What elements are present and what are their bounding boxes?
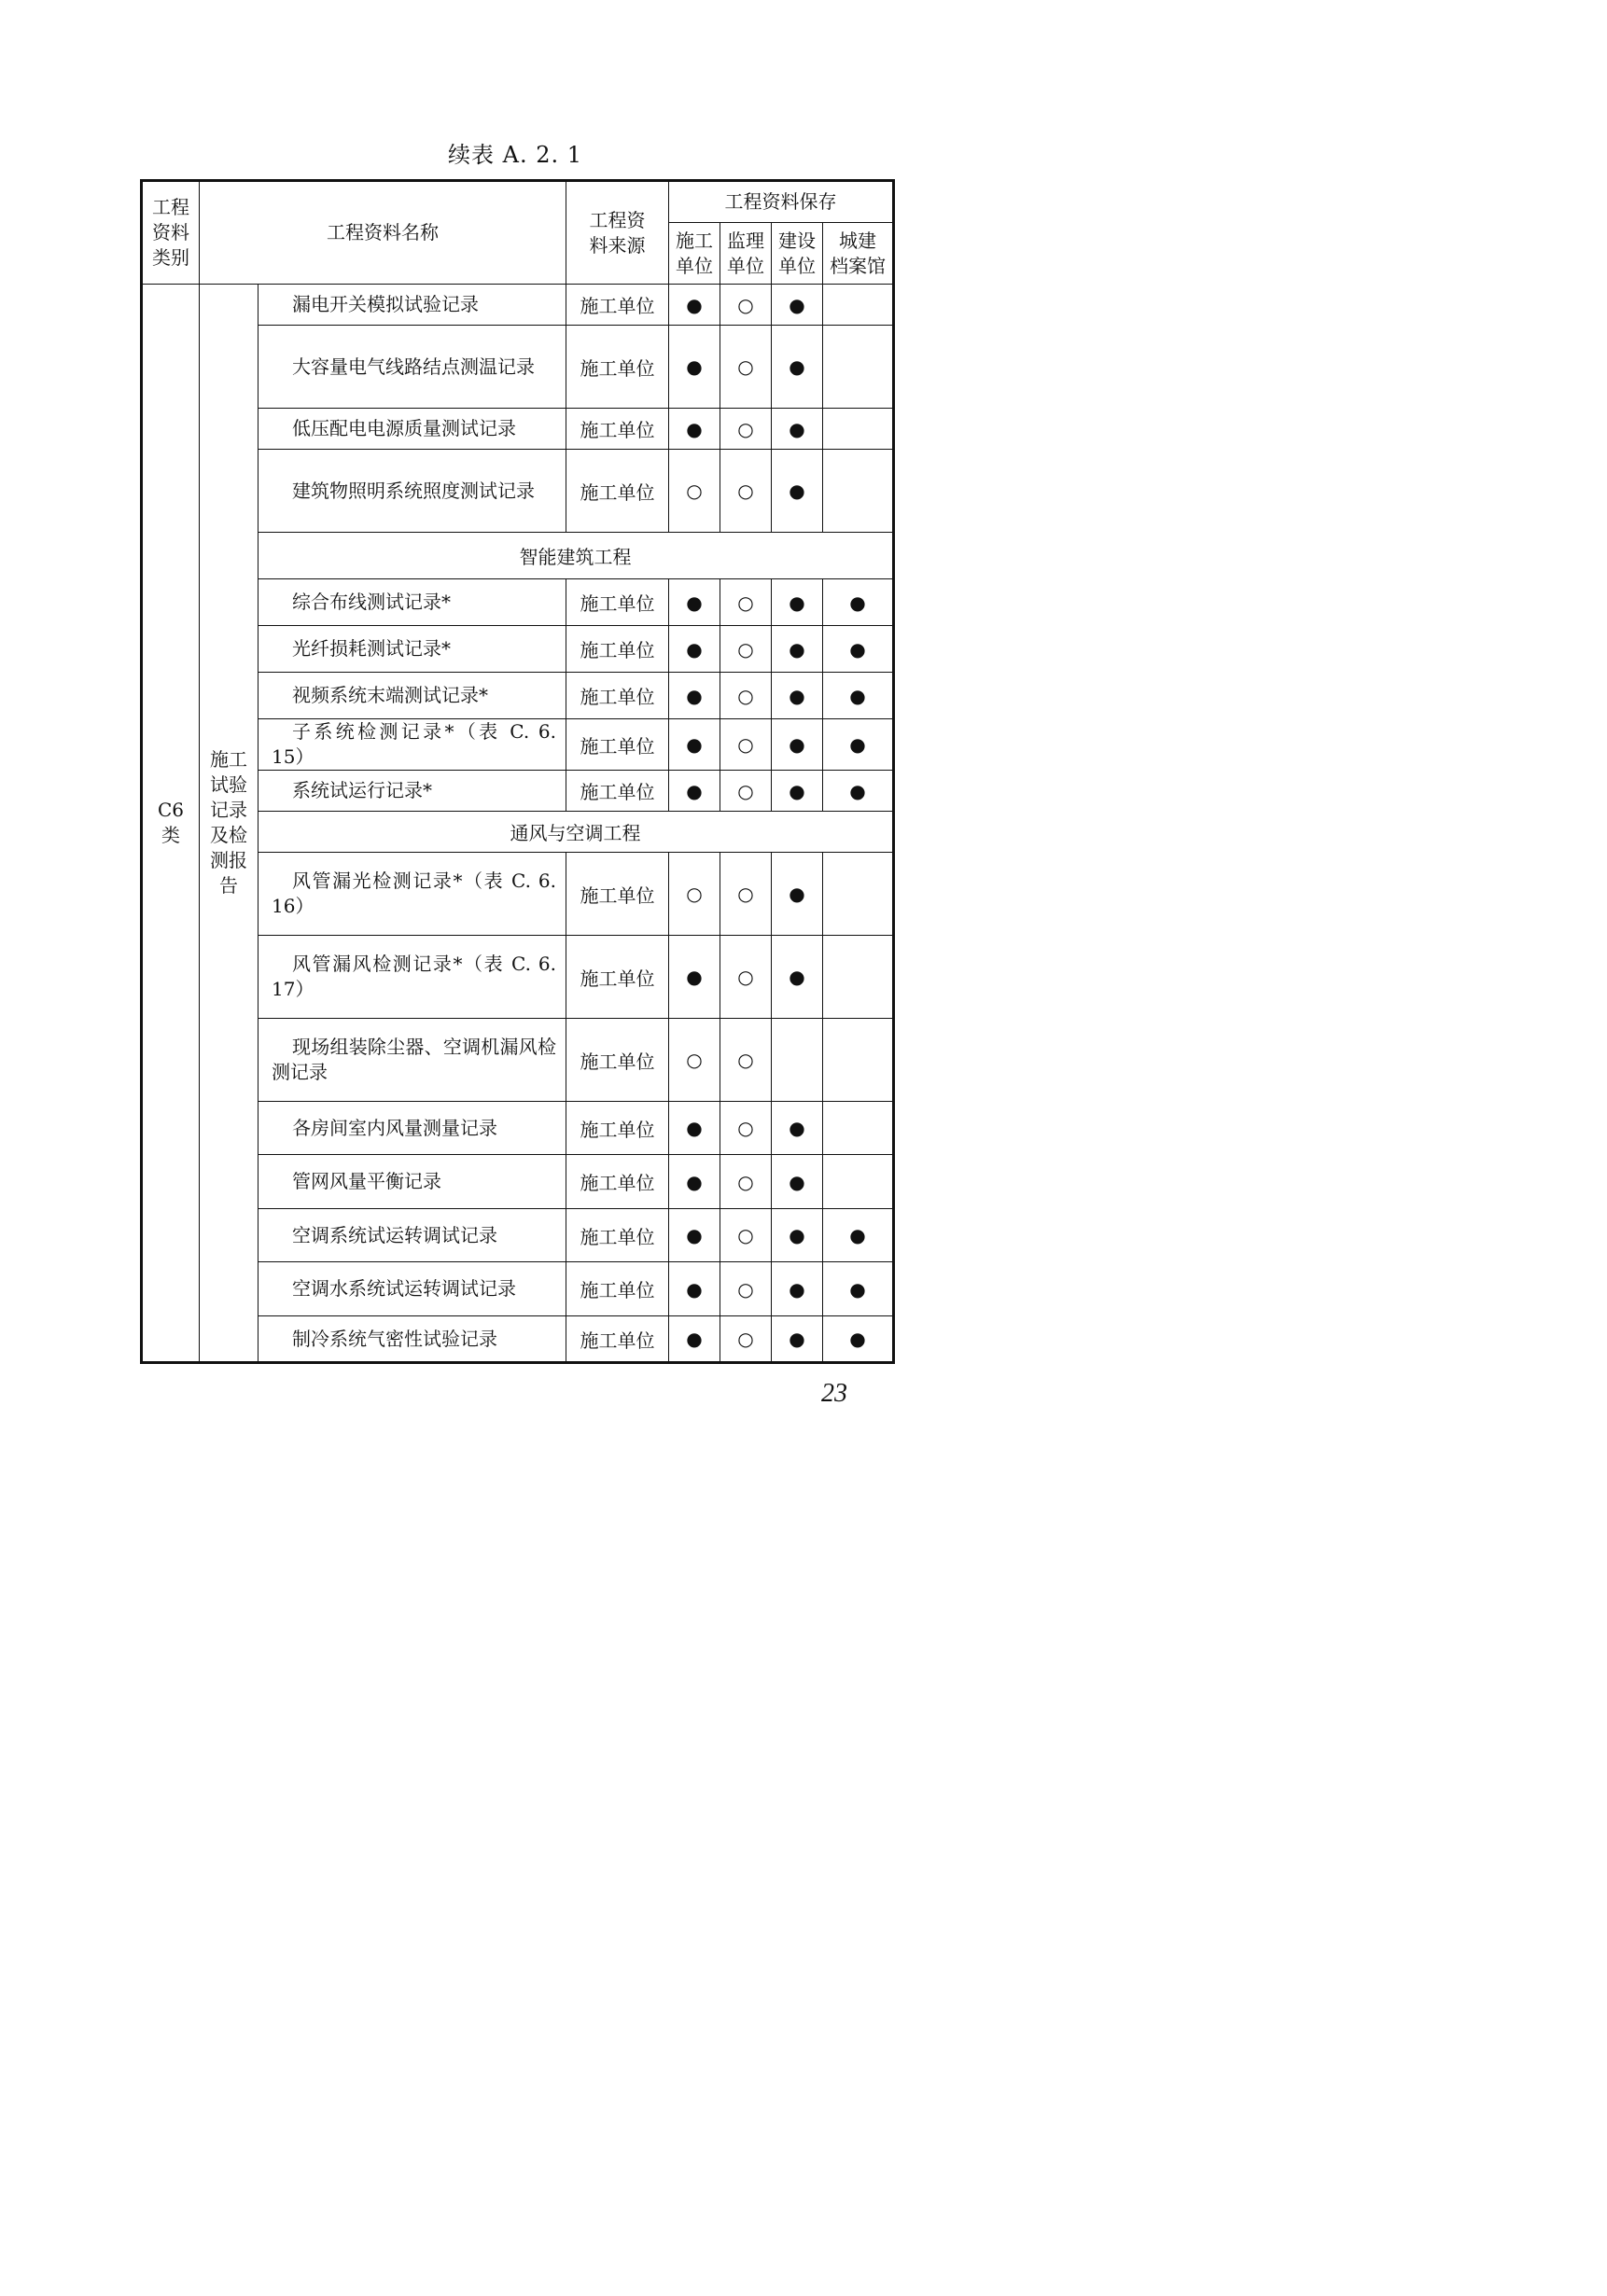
- record-name: 制冷系统气密性试验记录: [259, 1316, 566, 1363]
- record-source: 施工单位: [566, 853, 669, 936]
- storage-mark-construction: ●: [669, 673, 720, 719]
- storage-mark-construction: ●: [669, 936, 720, 1019]
- storage-mark-supervision: ○: [720, 409, 772, 450]
- storage-mark-construction: ●: [669, 771, 720, 812]
- storage-mark-supervision: ○: [720, 1209, 772, 1262]
- storage-mark-owner: ●: [772, 771, 823, 812]
- record-source: 施工单位: [566, 1316, 669, 1363]
- storage-mark-supervision: ○: [720, 326, 772, 409]
- storage-mark-owner: ●: [772, 1155, 823, 1209]
- storage-mark-archive: ●: [823, 719, 894, 771]
- storage-mark-supervision: ○: [720, 936, 772, 1019]
- storage-mark-archive: [823, 1155, 894, 1209]
- header-unit-supervision: 监理 单位: [720, 223, 772, 285]
- record-name: 风管漏风检测记录*（表 C. 6. 17）: [259, 936, 566, 1019]
- record-name: 空调水系统试运转调试记录: [259, 1262, 566, 1316]
- storage-mark-construction: ●: [669, 326, 720, 409]
- storage-mark-supervision: ○: [720, 450, 772, 533]
- page-number: 23: [821, 1379, 847, 1408]
- storage-mark-archive: [823, 326, 894, 409]
- record-name: 空调系统试运转调试记录: [259, 1209, 566, 1262]
- storage-mark-owner: ●: [772, 450, 823, 533]
- storage-mark-owner: ●: [772, 1209, 823, 1262]
- header-unit-construction: 施工 单位: [669, 223, 720, 285]
- storage-mark-construction: ●: [669, 1102, 720, 1155]
- record-name: 低压配电电源质量测试记录: [259, 409, 566, 450]
- storage-mark-supervision: ○: [720, 771, 772, 812]
- record-source: 施工单位: [566, 1019, 669, 1102]
- storage-mark-archive: ●: [823, 771, 894, 812]
- storage-mark-supervision: ○: [720, 719, 772, 771]
- record-source: 施工单位: [566, 326, 669, 409]
- storage-mark-supervision: ○: [720, 579, 772, 626]
- record-source: 施工单位: [566, 450, 669, 533]
- storage-mark-supervision: ○: [720, 673, 772, 719]
- storage-mark-owner: ●: [772, 409, 823, 450]
- storage-mark-construction: ●: [669, 626, 720, 673]
- storage-mark-owner: ●: [772, 719, 823, 771]
- record-source: 施工单位: [566, 579, 669, 626]
- header-row-1: [142, 181, 894, 223]
- storage-mark-construction: ●: [669, 1316, 720, 1363]
- record-source: 施工单位: [566, 673, 669, 719]
- record-name: 各房间室内风量测量记录: [259, 1102, 566, 1155]
- storage-mark-supervision: ○: [720, 853, 772, 936]
- storage-mark-construction: ●: [669, 409, 720, 450]
- record-source: 施工单位: [566, 771, 669, 812]
- record-source: 施工单位: [566, 1262, 669, 1316]
- storage-mark-archive: ●: [823, 1316, 894, 1363]
- record-name: 现场组装除尘器、空调机漏风检测记录: [259, 1019, 566, 1102]
- storage-mark-construction: ●: [669, 719, 720, 771]
- storage-mark-archive: ●: [823, 626, 894, 673]
- record-name: 漏电开关模拟试验记录: [259, 285, 566, 326]
- section-title: 智能建筑工程: [259, 533, 894, 579]
- record-source: 施工单位: [566, 1209, 669, 1262]
- header-source: 工程资 料来源: [566, 181, 669, 285]
- subcategory-cell: 施工 试验 记录 及检 测报 告: [200, 285, 259, 1363]
- storage-mark-archive: [823, 409, 894, 450]
- storage-mark-supervision: ○: [720, 626, 772, 673]
- storage-mark-owner: ●: [772, 1262, 823, 1316]
- storage-mark-construction: ●: [669, 285, 720, 326]
- record-source: 施工单位: [566, 285, 669, 326]
- storage-mark-owner: ●: [772, 579, 823, 626]
- storage-mark-archive: ●: [823, 1262, 894, 1316]
- record-source: 施工单位: [566, 1155, 669, 1209]
- storage-mark-owner: ●: [772, 673, 823, 719]
- storage-mark-owner: ●: [772, 936, 823, 1019]
- storage-mark-supervision: ○: [720, 1262, 772, 1316]
- record-name: 风管漏光检测记录*（表 C. 6. 16）: [259, 853, 566, 936]
- storage-mark-archive: [823, 450, 894, 533]
- storage-mark-archive: ●: [823, 579, 894, 626]
- storage-mark-archive: [823, 936, 894, 1019]
- section-title: 通风与空调工程: [259, 812, 894, 853]
- record-name: 子系统检测记录*（表 C. 6. 15）: [259, 719, 566, 771]
- storage-mark-archive: [823, 1019, 894, 1102]
- storage-mark-construction: ○: [669, 1019, 720, 1102]
- table-caption: 续表 A. 2. 1: [447, 142, 582, 168]
- storage-mark-supervision: ○: [720, 1155, 772, 1209]
- header-unit-archive: 城建 档案馆: [823, 223, 894, 285]
- storage-mark-owner: [772, 1019, 823, 1102]
- storage-mark-supervision: ○: [720, 1316, 772, 1363]
- storage-mark-construction: ●: [669, 1262, 720, 1316]
- storage-mark-construction: ○: [669, 853, 720, 936]
- record-name: 大容量电气线路结点测温记录: [259, 326, 566, 409]
- record-source: 施工单位: [566, 1102, 669, 1155]
- header-unit-owner: 建设 单位: [772, 223, 823, 285]
- storage-mark-owner: ●: [772, 853, 823, 936]
- storage-mark-archive: [823, 1102, 894, 1155]
- record-source: 施工单位: [566, 719, 669, 771]
- record-name: 光纤损耗测试记录*: [259, 626, 566, 673]
- storage-mark-archive: [823, 285, 894, 326]
- record-source: 施工单位: [566, 936, 669, 1019]
- storage-mark-owner: ●: [772, 326, 823, 409]
- header-storage: 工程资料保存: [669, 181, 894, 223]
- storage-mark-owner: ●: [772, 1316, 823, 1363]
- record-name: 视频系统末端测试记录*: [259, 673, 566, 719]
- storage-mark-construction: ●: [669, 1209, 720, 1262]
- record-source: 施工单位: [566, 409, 669, 450]
- records-table: [140, 179, 895, 1364]
- header-category: 工程 资料 类别: [142, 181, 200, 285]
- record-name: 建筑物照明系统照度测试记录: [259, 450, 566, 533]
- storage-mark-supervision: ○: [720, 1019, 772, 1102]
- storage-mark-owner: ●: [772, 1102, 823, 1155]
- storage-mark-construction: ●: [669, 1155, 720, 1209]
- table-row: [142, 285, 894, 326]
- storage-mark-owner: ●: [772, 626, 823, 673]
- header-name: 工程资料名称: [200, 181, 566, 285]
- record-name: 管网风量平衡记录: [259, 1155, 566, 1209]
- record-source: 施工单位: [566, 626, 669, 673]
- storage-mark-archive: ●: [823, 673, 894, 719]
- storage-mark-supervision: ○: [720, 285, 772, 326]
- storage-mark-archive: ●: [823, 1209, 894, 1262]
- record-name: 综合布线测试记录*: [259, 579, 566, 626]
- storage-mark-construction: ○: [669, 450, 720, 533]
- storage-mark-supervision: ○: [720, 1102, 772, 1155]
- category-cell: C6 类: [142, 285, 200, 1363]
- record-name: 系统试运行记录*: [259, 771, 566, 812]
- storage-mark-archive: [823, 853, 894, 936]
- storage-mark-construction: ●: [669, 579, 720, 626]
- storage-mark-owner: ●: [772, 285, 823, 326]
